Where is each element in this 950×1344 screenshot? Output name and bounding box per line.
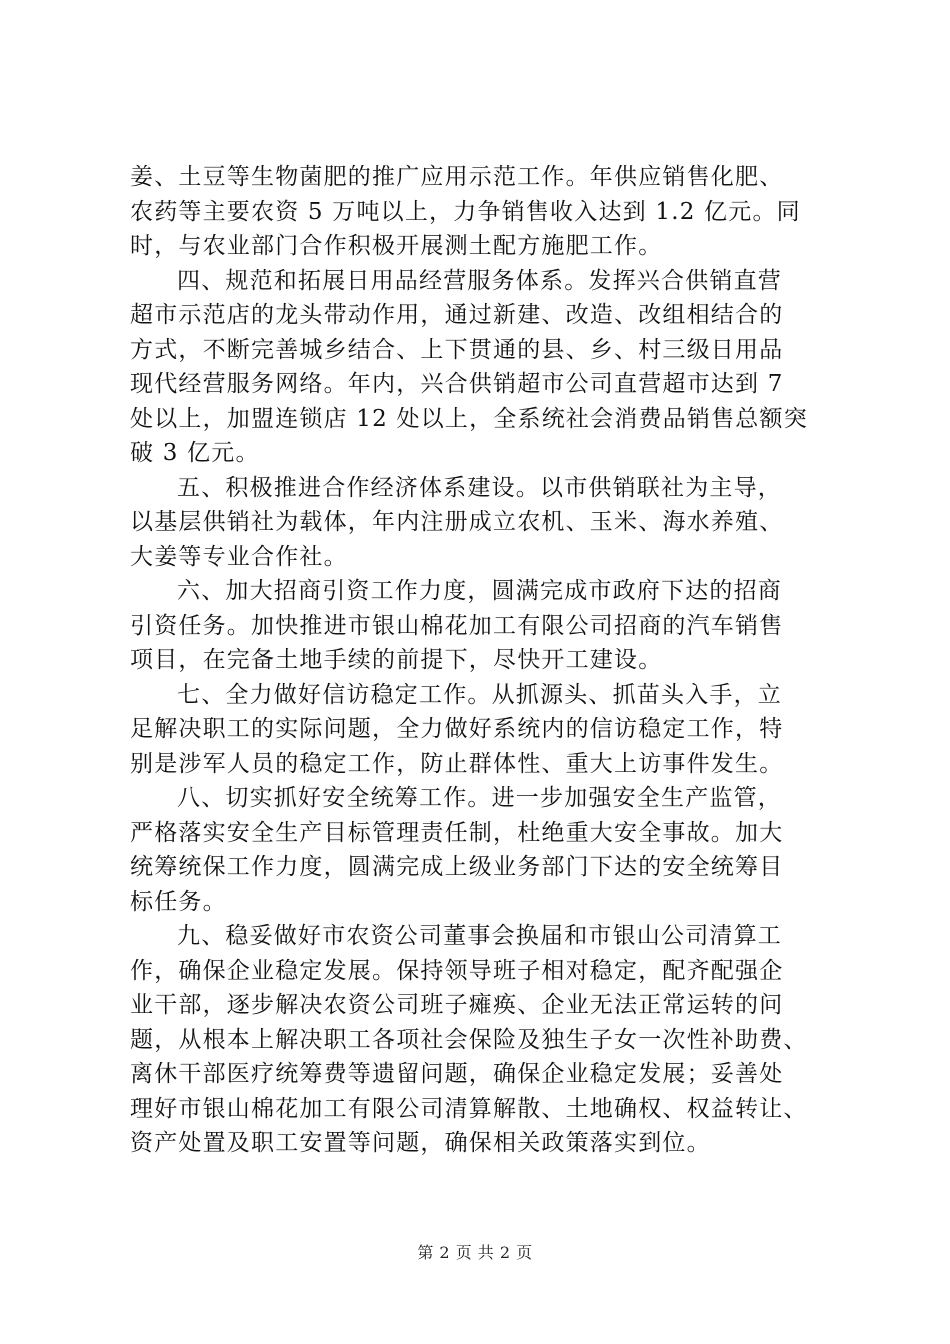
text-line: 六、加大招商引资工作力度，圆满完成市政府下达的招商 <box>177 578 782 604</box>
text-line: 破 3 亿元。 <box>130 440 260 466</box>
text-line: 题，从根本上解决职工各项社会保险及独生子女一次性补助费、 <box>130 1026 808 1053</box>
text-line: 别是涉军人员的稳定工作，防止群体性、重大上访事件发生。 <box>130 750 784 777</box>
text-line: 现代经营服务网络。年内，兴合供销超市公司直营超市达到 7 <box>130 371 784 397</box>
text-line: 严格落实安全生产目标管理责任制，杜绝重大安全事故。加大 <box>130 819 784 846</box>
text-line: 超市示范店的龙头带动作用，通过新建、改造、改组相结合的 <box>130 302 784 328</box>
text-line: 处以上，加盟连锁店 12 处以上，全系统社会消费品销售总额突 <box>130 405 808 432</box>
text-line: 七、全力做好信访稳定工作。从抓源头、抓苗头入手，立 <box>177 681 782 708</box>
text-line: 农药等主要农资 5 万吨以上，力争销售收入达到 1.2 亿元。同 <box>130 198 801 225</box>
page-footer: 第 2 页 共 2 页 <box>417 1243 533 1262</box>
text-line: 大姜等专业合作社。 <box>130 543 348 570</box>
text-line: 时，与农业部门合作积极开展测土配方施肥工作。 <box>130 233 663 259</box>
text-line: 离休干部医疗统筹费等遗留问题，确保企业稳定发展；妥善处 <box>130 1061 784 1087</box>
text-line: 资产处置及职工安置等问题，确保相关政策落实到位。 <box>130 1130 711 1156</box>
text-line: 统筹统保工作力度，圆满完成上级业务部门下达的安全统筹目 <box>130 854 784 880</box>
text-line: 九、稳妥做好市农资公司董事会换届和市银山公司清算工 <box>177 923 782 949</box>
document-body <box>130 160 830 1161</box>
text-line: 理好市银山棉花加工有限公司清算解散、土地确权、权益转让、 <box>130 1095 808 1122</box>
text-line: 姜、土豆等生物菌肥的推广应用示范工作。年供应销售化肥、 <box>130 164 784 190</box>
text-line: 引资任务。加快推进市银山棉花加工有限公司招商的汽车销售 <box>130 612 784 639</box>
text-line: 标任务。 <box>130 888 227 915</box>
text-line: 八、切实抓好安全统筹工作。进一步加强安全生产监管， <box>177 785 782 811</box>
text-line: 项目，在完备土地手续的前提下，尽快开工建设。 <box>130 647 663 673</box>
text-line: 业干部，逐步解决农资公司班子瘫痪、企业无法正常运转的问 <box>130 992 784 1018</box>
text-line: 方式，不断完善城乡结合、上下贯通的县、乡、村三级日用品 <box>130 336 784 363</box>
text-line: 五、积极推进合作经济体系建设。以市供销联社为主导， <box>177 474 782 501</box>
text-line: 足解决职工的实际问题，全力做好系统内的信访稳定工作，特 <box>130 716 784 742</box>
text-line: 四、规范和拓展日用品经营服务体系。发挥兴合供销直营 <box>177 267 782 294</box>
text-line: 以基层供销社为载体，年内注册成立农机、玉米、海水养殖、 <box>130 509 784 535</box>
text-line: 作，确保企业稳定发展。保持领导班子相对稳定，配齐配强企 <box>130 957 784 984</box>
